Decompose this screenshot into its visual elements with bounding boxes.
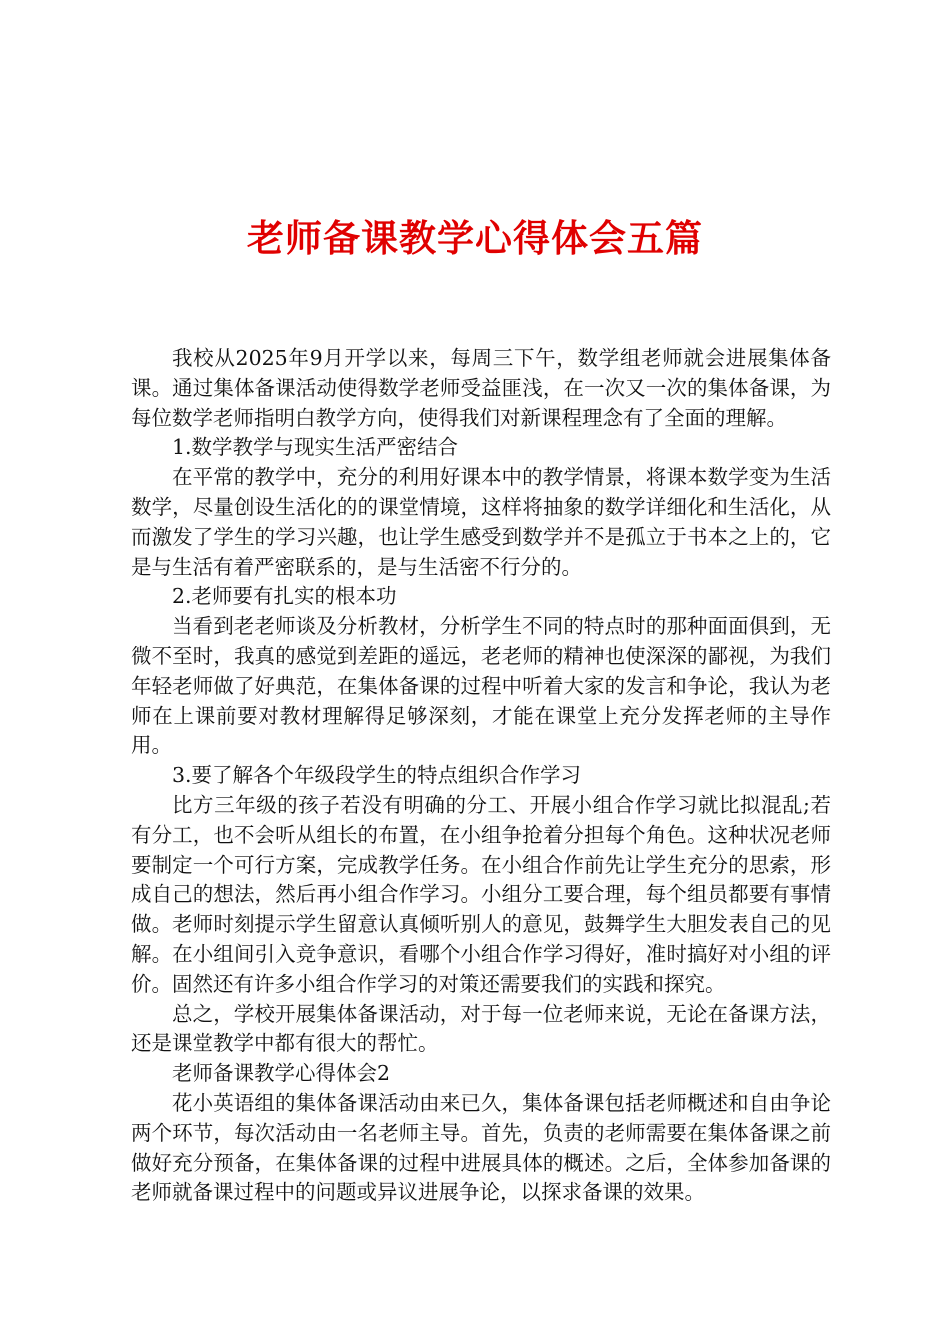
- paragraph: 我校从2025年9月开学以来，每周三下午，数学组老师就会进展集体备课。通过集体备课活动使得数学老师受益匪浅，在一次又一次的集体备课，为每位数学老师指明白教学方向，使得我们对新课程理念有了全面的理解。: [131, 346, 831, 430]
- paragraph: 比方三年级的孩子若没有明确的分工、开展小组合作学习就比拟混乱;若有分工，也不会听从组长的布置，在小组争抢着分担每个角色。这种状况老师要制定一个可行方案，完成教学任务。在小组合作前先让学生充分的思索，形成自己的想法，然后再小组合作学习。小组分工要合理，每个组员都要有事情做。老师时刻提示学生留意认真倾听别人的意见，鼓舞学生大胆发表自己的见解。在小组间引入竞争意识，看哪个小组合作学习得好，准时搞好对小组的评价。固然还有许多小组合作学习的对策还需要我们的实践和探究。: [131, 792, 831, 996]
- paragraph: 总之，学校开展集体备课活动，对于每一位老师来说，无论在备课方法，还是课堂教学中都有很大的帮忙。: [131, 1001, 831, 1056]
- section-heading: 1.数学教学与现实生活严密结合: [172, 435, 459, 460]
- section-heading: 老师备课教学心得体会2: [172, 1061, 391, 1086]
- paragraph: 花小英语组的集体备课活动由来已久，集体备课包括老师概述和自由争论两个环节，每次活动由一名老师主导。首先，负责的老师需要在集体备课之前做好充分预备，在集体备课的过程中进展具体的概述。之后，全体参加备课的老师就备课过程中的问题或异议进展争论，以探求备课的效果。: [131, 1090, 831, 1205]
- section-heading: 3.要了解各个年级段学生的特点组织合作学习: [172, 763, 582, 788]
- paragraph: 当看到老老师谈及分析教材，分析学生不同的特点时的那种面面俱到，无微不至时，我真的感觉到差距的遥远，老老师的精神也使深深的鄙视，为我们年轻老师做了好典范，在集体备课的过程中听着大家的发言和争论，我认为老师在上课前要对教材理解得足够深刻，才能在课堂上充分发挥老师的主导作用。: [131, 614, 831, 758]
- document-body: [131, 344, 831, 1208]
- document-title: 老师备课教学心得体会五篇: [247, 216, 703, 260]
- paragraph: 在平常的教学中，充分的利用好课本中的教学情景，将课本数学变为生活数学，尽量创设生活化的的课堂情境，这样将抽象的数学详细化和生活化，从而激发了学生的学习兴趣，也让学生感受到数学并不是孤立于书本之上的，它是与生活有着严密联系的，是与生活密不行分的。: [131, 465, 831, 579]
- section-heading: 2.老师要有扎实的根本功: [172, 584, 397, 609]
